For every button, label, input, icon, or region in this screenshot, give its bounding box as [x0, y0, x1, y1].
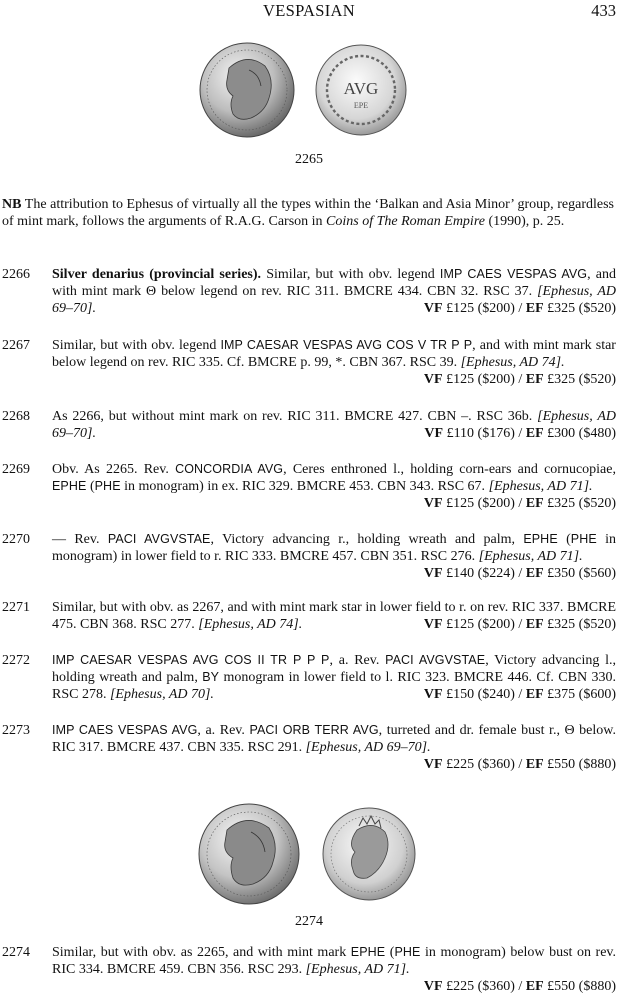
entry-text: , a. Rev. [197, 723, 250, 738]
entry-title: Silver denarius (provincial series). [52, 267, 262, 282]
legend-text: IMP CAESAR VESPAS AVG COS II TR P P P [52, 653, 330, 667]
mint-mark: BY [202, 670, 220, 684]
entry-number: 2271 [2, 600, 30, 615]
entry-number: 2273 [2, 723, 30, 738]
price-ef: £325 ($520) [543, 301, 616, 316]
price-ef: £325 ($520) [543, 617, 616, 632]
grade-ef: EF [525, 617, 544, 632]
figure-caption-2274: 2274 [295, 914, 323, 929]
grade-vf: VF [424, 426, 444, 441]
obverse-coin [200, 43, 294, 137]
entry-text: As 2266, but without mint mark on rev. RIC 311. BMCRE 427. CBN –. RSC 36b. [52, 409, 538, 424]
price-vf: £110 ($176) / [443, 426, 526, 441]
mint-attribution: [Ephesus, AD 71]. [478, 549, 583, 564]
price-ef: £325 ($520) [543, 372, 616, 387]
mint-mark: EPHE [350, 945, 386, 959]
price-ef: £375 ($600) [543, 687, 616, 702]
entry-body [52, 599, 616, 633]
entry-text: , Ceres enthroned l., holding corn-ears and cornucopiae, [283, 462, 616, 477]
coin-figure-2265 [0, 40, 618, 140]
reverse-coin [316, 45, 406, 135]
grade-ef: EF [525, 687, 544, 702]
grade-vf: VF [423, 301, 443, 316]
reverse-coin [323, 808, 415, 900]
reverse-mintmark: EPE [353, 101, 369, 110]
entry-text: , turreted and dr. female bust r., Θ below. RIC 317. BMCRE 437. CBN 335. RSC 291. [52, 723, 616, 755]
entry-text: , Victory advancing l., holding wreath and palm, [52, 653, 617, 685]
price-ef: £350 ($560) [543, 566, 616, 581]
mint-mark: PHE [570, 532, 597, 546]
entry-number: 2272 [2, 653, 30, 668]
mint-attribution: [Ephesus, AD 69–70]. [52, 409, 616, 441]
mint-attribution: [Ephesus, AD 74]. [460, 355, 565, 370]
grade-vf: VF [423, 496, 443, 511]
catalogue-entry-2267 [2, 337, 616, 388]
mint-mark: EPHE [52, 479, 87, 493]
catalogue-entry-2271 [2, 599, 616, 633]
mint-mark: PHE [94, 479, 121, 493]
entry-text: — Rev. [52, 532, 108, 547]
catalogue-entry-2266 [2, 266, 616, 317]
grade-ef: EF [525, 496, 544, 511]
mint-attribution: [Ephesus, AD 74]. [198, 617, 303, 632]
running-title: VESPASIAN [263, 1, 355, 20]
mint-attribution: [Ephesus, AD 71]. [305, 962, 410, 977]
price [424, 495, 616, 512]
price [52, 756, 616, 773]
entry-text: ( [86, 479, 95, 494]
price-vf: £225 ($360) / [442, 979, 526, 994]
entry-number: 2266 [2, 267, 30, 282]
catalogue-entry-2272 [2, 652, 616, 703]
figure-caption-2265: 2265 [295, 152, 323, 167]
entry-body [52, 722, 616, 773]
entry-number: 2267 [2, 338, 30, 353]
grade-ef: EF [525, 757, 544, 772]
grade-ef: EF [525, 372, 544, 387]
mint-mark: EPHE [523, 532, 558, 546]
entry-number: 2269 [2, 462, 30, 477]
legend-text: PACI ORB TERR AVG [249, 723, 379, 737]
entry-body [52, 944, 616, 995]
nb-text-a: The attribution to Ephesus of virtually all the types within the ‘Balkan and Asia Minor’ group, regardless of mint mark, follows the arguments of R.A.G. Carson in [2, 197, 614, 229]
mint-attribution: [Ephesus, AD 70]. [109, 687, 214, 702]
catalogue-entry-2273 [2, 722, 616, 773]
price [424, 616, 616, 633]
price-ef: £300 ($480) [543, 426, 616, 441]
entry-text: in monogram) in ex. RIC 329. BMCRE 453. CBN 343. RSC 67. [120, 479, 489, 494]
legend-text: CONCORDIA AVG [175, 462, 284, 476]
entry-text: monogram in lower field to l. RIC 323. BMCRE 446. Cf. CBN 330. RSC 278. [52, 670, 616, 702]
entry-text: , Victory advancing r., holding wreath and palm, [210, 532, 524, 547]
entry-body [52, 337, 616, 388]
grade-ef: EF [525, 979, 544, 994]
legend-text: IMP CAES VESPAS AVG [52, 723, 198, 737]
grade-ef: EF [525, 426, 544, 441]
price-vf: £125 ($200) / [442, 372, 526, 387]
entry-text: Similar, but with obv. legend [261, 267, 440, 282]
price-ef: £550 ($880) [543, 979, 616, 994]
grade-ef: EF [525, 566, 544, 581]
entry-number: 2274 [2, 945, 30, 960]
price-ef: £325 ($520) [543, 496, 616, 511]
mint-attribution: [Ephesus, AD 69–70]. [52, 284, 616, 316]
price-vf: £225 ($360) / [442, 757, 526, 772]
entry-number: 2268 [2, 409, 30, 424]
entry-text: Obv. As 2265. Rev. [52, 462, 176, 477]
nb-paragraph [2, 196, 614, 230]
entry-text: Similar, but with obv. legend [52, 338, 221, 353]
running-header [0, 0, 618, 22]
nb-book-title: Coins of The Roman Empire [326, 214, 485, 229]
price [424, 686, 616, 703]
legend-text: PACI AVGVSTAE [107, 532, 211, 546]
grade-vf: VF [423, 979, 443, 994]
entry-body [52, 408, 616, 442]
entry-text: Similar, but with obv. as 2267, and with mint mark star in lower field to r. on rev. RIC 337. BMCRE 475. CBN 368. RSC 277. [52, 600, 616, 632]
entry-body [52, 652, 616, 703]
price-ef: £550 ($880) [543, 757, 616, 772]
catalogue-entry-2270 [2, 531, 616, 582]
price-vf: £125 ($200) / [442, 496, 526, 511]
entry-text: , a. Rev. [329, 653, 386, 668]
legend-text: PACI AVGVSTAE [385, 653, 486, 667]
obverse-coin [199, 804, 299, 904]
price-vf: £140 ($224) / [442, 566, 526, 581]
price [424, 425, 616, 442]
entry-body [52, 266, 616, 317]
entry-text: in monogram) below bust on rev. RIC 334. BMCRE 459. CBN 356. RSC 293. [52, 945, 616, 977]
entry-text: ( [557, 532, 571, 547]
legend-text: IMP CAESAR VESPAS AVG COS V TR P P [220, 338, 473, 352]
entry-number: 2270 [2, 532, 30, 547]
coin-figure-2274 [0, 800, 618, 908]
price [424, 371, 616, 388]
nb-text-b: (1990), p. 25. [484, 214, 565, 229]
mint-attribution: [Ephesus, AD 71]. [488, 479, 593, 494]
entry-body [52, 531, 616, 582]
grade-vf: VF [423, 687, 443, 702]
mint-attribution: [Ephesus, AD 69–70]. [305, 740, 431, 755]
entry-text: , and with mint mark star below legend on rev. RIC 335. Cf. BMCRE p. 99, *. CBN 367. RSC 39. [52, 338, 616, 370]
page-number: 433 [591, 1, 616, 20]
catalogue-entry-2274 [2, 944, 616, 995]
entry-text: in monogram) in lower field to r. RIC 333. BMCRE 457. CBN 351. RSC 276. [52, 532, 617, 564]
entry-text: Similar, but with obv. as 2265, and with mint mark [52, 945, 351, 960]
price [424, 565, 616, 582]
grade-ef: EF [525, 301, 544, 316]
price [424, 300, 616, 317]
price [52, 978, 616, 995]
legend-text: IMP CAES VESPAS AVG [439, 267, 588, 281]
entry-text: , and with mint mark Θ below legend on rev. RIC 311. BMCRE 434. CBN 32. RSC 37. [52, 267, 616, 299]
grade-vf: VF [423, 617, 443, 632]
grade-vf: VF [423, 566, 443, 581]
price-vf: £125 ($200) / [442, 617, 526, 632]
reverse-legend-avg: AVG [343, 79, 379, 98]
catalogue-entry-2268 [2, 408, 616, 442]
entry-body [52, 461, 616, 512]
grade-vf: VF [423, 372, 443, 387]
price-vf: £150 ($240) / [442, 687, 526, 702]
grade-vf: VF [423, 757, 443, 772]
catalogue-entry-2269 [2, 461, 616, 512]
coin-image-2265 [189, 40, 429, 140]
coin-image-2274 [189, 800, 429, 908]
mint-mark: PHE [394, 945, 421, 959]
entry-text: ( [385, 945, 395, 960]
price-vf: £125 ($200) / [442, 301, 526, 316]
nb-lead: NB [2, 197, 22, 212]
